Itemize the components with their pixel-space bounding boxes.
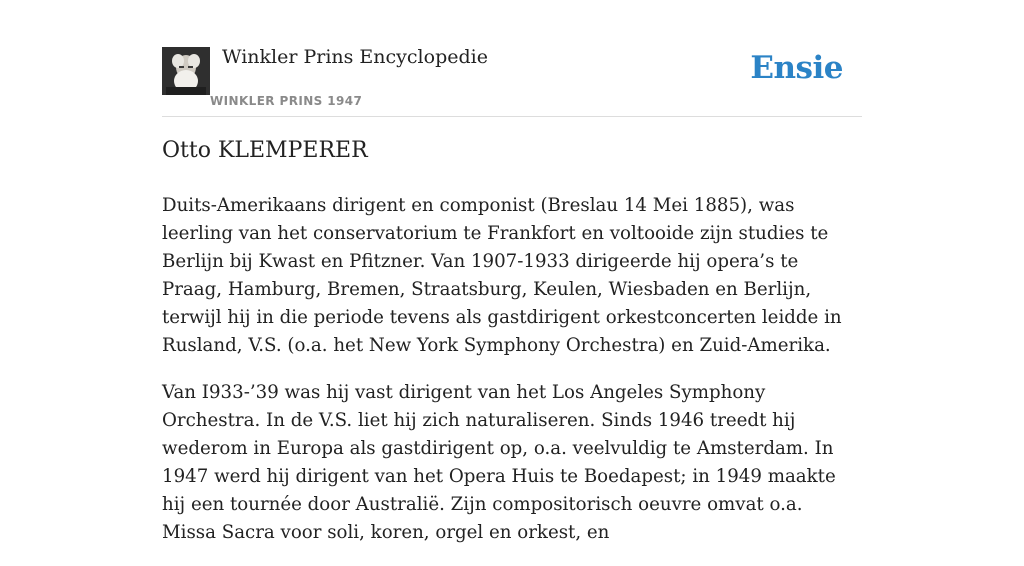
site-header: [162, 42, 862, 117]
article-paragraph: Duits-Amerikaans dirigent en componist (Breslau 14 Mei 1885), was leerling van het conservatorium te Frankfort en voltooide zijn studies te Berlijn bij Kwast en Pfitzner. Van 1907-1933 dirigeerde hij opera’s te Praag, Hamburg, Bremen, Straatsburg, Keulen, Wiesbaden en Berlijn, terwijl hij in die periode tevens als gastdirigent orkestconcerten leidde in Rusland, V.S. (o.a. het New York Symphony Orchestra) en Zuid-Amerika.: [162, 195, 842, 356]
source-subtitle: WINKLER PRINS 1947: [210, 94, 363, 108]
article-paragraph: Van I933-’39 was hij vast dirigent van het Los Angeles Symphony Orchestra. In de V.S. liet hij zich naturaliseren. Sinds 1946 treedt hij wederom in Europa als gastdirigent op, o.a. veelvuldig te Amsterdam. In 1947 werd hij dirigent van het Opera Huis te Boedapest; in 1949 maakte hij een tournée door Australië. Zijn compositorisch oeuvre omvat o.a. Missa Sacra voor soli, koren, orgel en orkest, en: [162, 382, 836, 543]
site-title[interactable]: Winkler Prins Encyclopedie: [222, 46, 488, 68]
author-avatar-icon[interactable]: [162, 47, 210, 95]
ensie-logo[interactable]: Ensie: [750, 50, 843, 86]
article-body: [162, 192, 862, 566]
article-title: Otto KLEMPERER: [162, 138, 368, 163]
